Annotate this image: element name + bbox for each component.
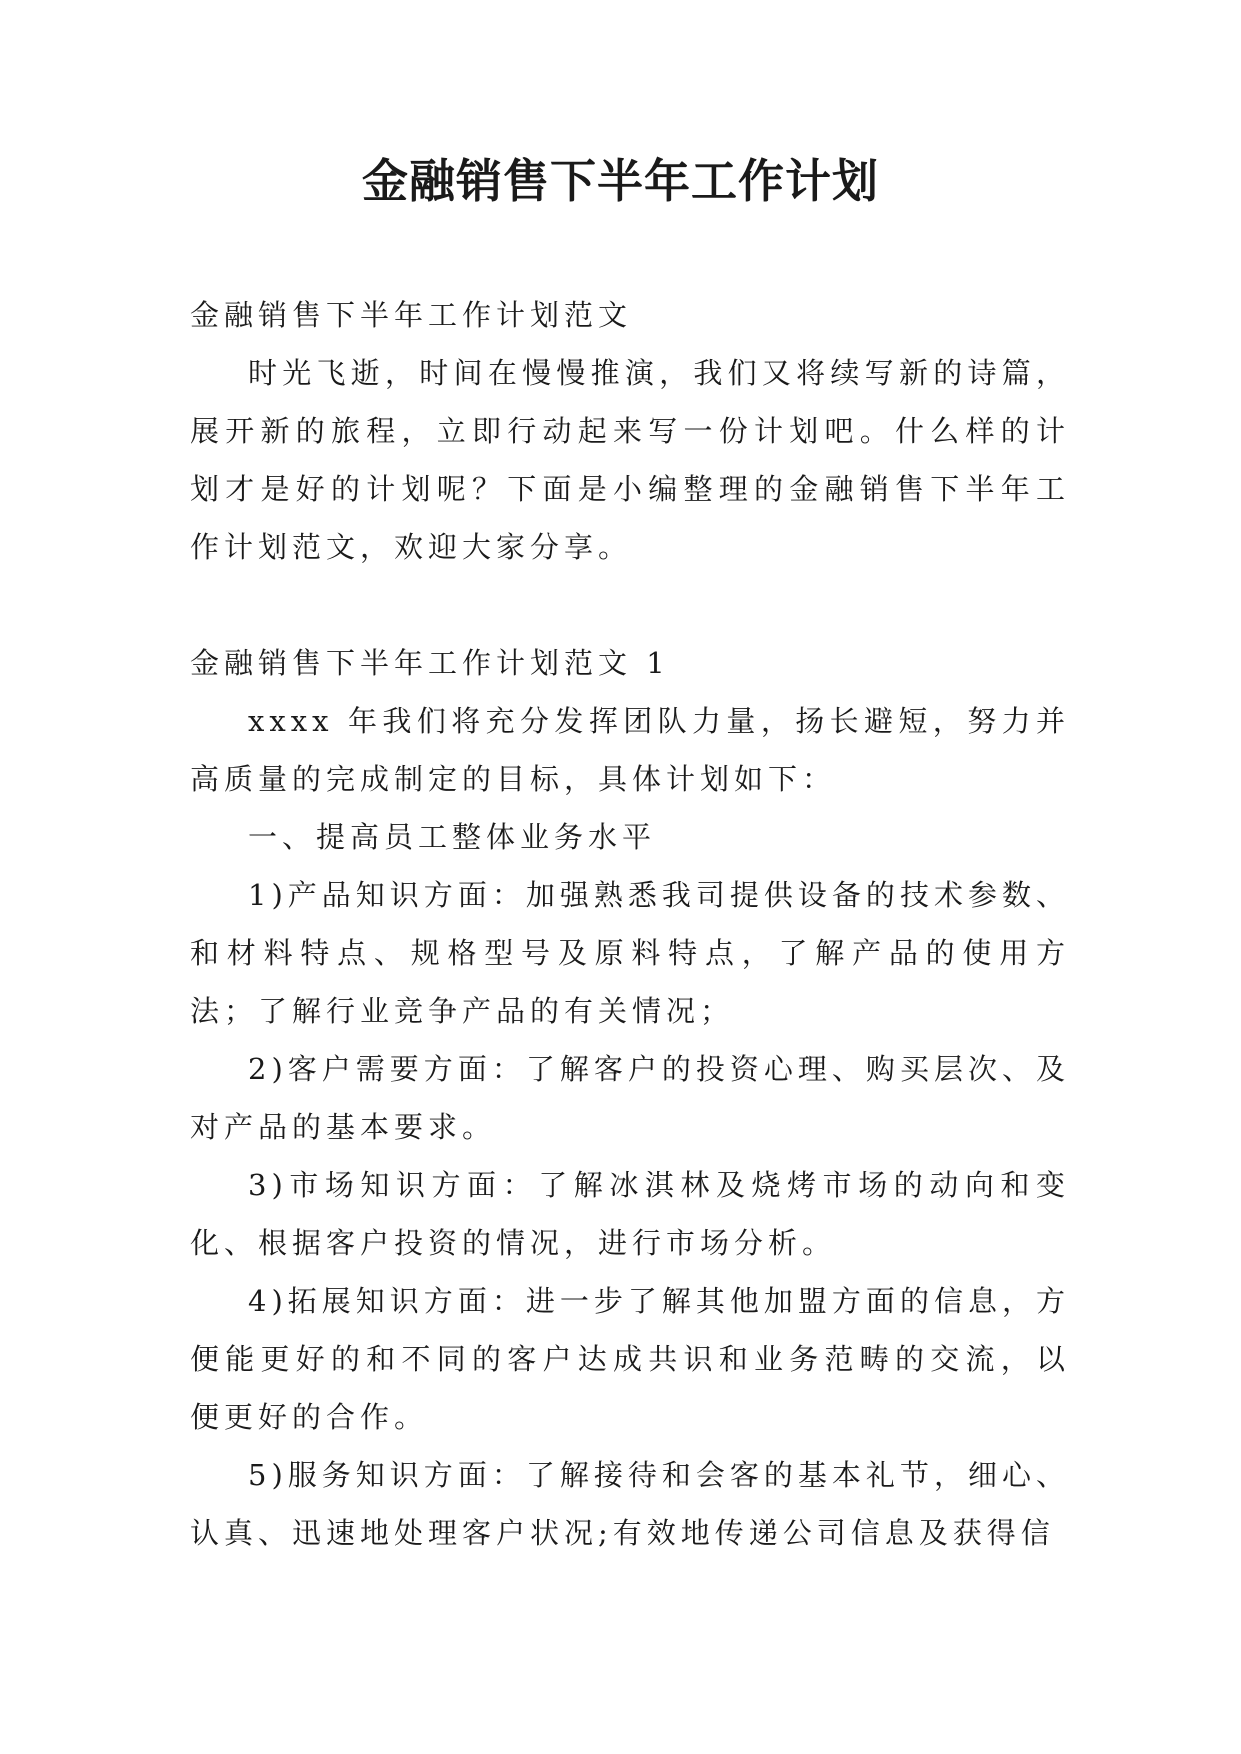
document-title: 金融销售下半年工作计划 [362,154,879,208]
subheading-fanwen-1: 金融销售下半年工作计划范文 1 [190,646,670,680]
item-service-knowledge: 5)服务知识方面：了解接待和会客的基本礼节，细心、认真、迅速地处理客户状况;有效地传递公司信息及获得信 [190,1458,1070,1550]
section-heading-1: 一、提高员工整体业务水平 [248,820,657,854]
item-customer-needs: 2)客户需要方面：了解客户的投资心理、购买层次、及对产品的基本要求。 [190,1052,1070,1144]
intro-paragraph: 时光飞逝，时间在慢慢推演，我们又将续写新的诗篇，展开新的旅程，立即行动起来写一份计划吧。什么样的计划才是好的计划呢？下面是小编整理的金融销售下半年工作计划范文，欢迎大家分享。 [190,356,1070,564]
item-extended-knowledge: 4)拓展知识方面：进一步了解其他加盟方面的信息，方便能更好的和不同的客户达成共识和业务范畴的交流，以便更好的合作。 [190,1284,1070,1434]
paragraph-gap [190,576,1070,634]
plan-intro-paragraph: xxxx 年我们将充分发挥团队力量，扬长避短，努力并高质量的完成制定的目标，具体计划如下： [190,704,1070,796]
item-product-knowledge: 1)产品知识方面：加强熟悉我司提供设备的技术参数、和材料特点、规格型号及原料特点，了解产品的使用方法；了解行业竞争产品的有关情况； [190,878,1070,1028]
subheading-fanwen: 金融销售下半年工作计划范文 [190,298,633,332]
document-body [190,286,1070,1562]
item-market-knowledge: 3)市场知识方面：了解冰淇林及烧烤市场的动向和变化、根据客户投资的情况，进行市场分析。 [190,1168,1070,1260]
